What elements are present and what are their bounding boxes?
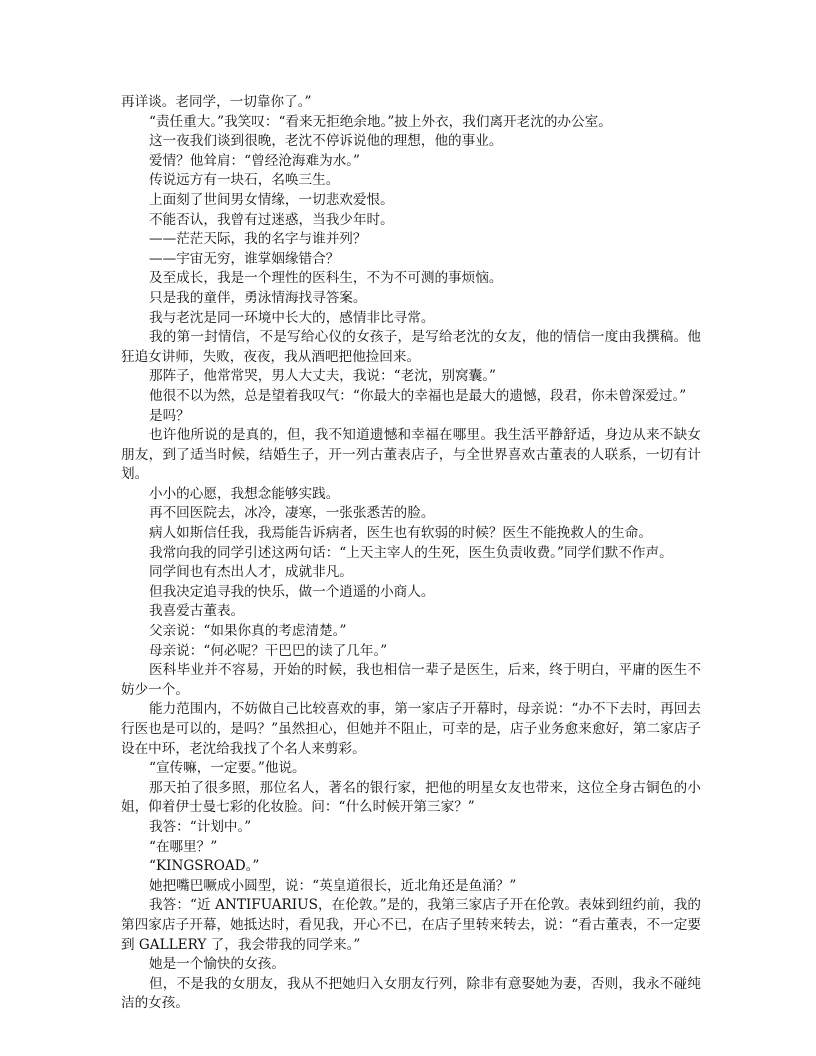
paragraph: 她把嘴巴噘成小圆型，说：“英皇道很长，近北角还是鱼涌？” (149, 877, 517, 894)
paragraph: 爱情？他耸肩：“曾经沧海难为水。” (149, 152, 361, 169)
paragraph: 她是一个愉快的女孩。 (149, 956, 285, 973)
paragraph: 我的第一封情信，不是写给心仪的女孩子，是写给老沈的女友，他的情信一度由我撰稿。他狂追女讲师，失败，夜夜，我从酒吧把他捡回来。 (121, 329, 701, 365)
paragraph: 他很不以为然，总是望着我叹气：“你最大的幸福也是最大的遗憾，段君，你未曾深爱过。” (149, 387, 687, 404)
paragraph: 也许他所说的是真的，但，我不知道遗憾和幸福在哪里。我生活平静舒适，身边从来不缺女朋友，到了适当时候，结婚生子，开一列古董表店子，与全世界喜欢古董表的人联系，一切有计划。 (121, 427, 701, 483)
paragraph: 小小的心愿，我想念能够实践。 (149, 485, 340, 502)
paragraph: 父亲说：“如果你真的考虑清楚。” (149, 623, 347, 640)
paragraph: 但，不是我的女朋友，我从不把她归入女朋友行列，除非有意娶她为妻，否则，我永不碰纯洁的女孩。 (121, 975, 701, 1012)
paragraph: ——茫茫天际，我的名字与谁并列？ (149, 231, 367, 248)
paragraph: 同学间也有杰出人才，成就非凡。 (149, 564, 353, 581)
paragraph: “责任重大。”我笑叹：“看来无拒绝余地。”披上外衣，我们离开老沈的办公室。 (149, 113, 612, 130)
paragraph: 传说远方有一块石，名唤三生。 (149, 172, 340, 189)
paragraph: 只是我的童伴，勇泳情海找寻答案。 (149, 289, 367, 306)
paragraph: 但我决定追寻我的快乐，做一个逍遥的小商人。 (149, 583, 435, 600)
paragraph: 上面刻了世间男女情缘，一切悲欢爱恨。 (149, 191, 394, 208)
paragraph: 那天拍了很多照，那位名人，著名的银行家，把他的明星女友也带来，这位全身古铜色的小姐，仰着伊士曼七彩的化妆脸。问：“什么时候开第三家？” (121, 779, 701, 816)
paragraph: 不能否认，我曾有过迷惑，当我少年时。 (149, 211, 394, 228)
paragraph: 我喜爱古董表。 (149, 603, 245, 620)
paragraph: 我答：“计划中。” (149, 818, 252, 835)
paragraph: 再详谈。老同学，一切靠你了。” (121, 94, 312, 110)
paragraph: 母亲说：“何必呢？干巴巴的读了几年。” (149, 642, 388, 659)
body-text (121, 93, 701, 1014)
paragraph: 病人如斯信任我，我焉能告诉病者，医生也有软弱的时候？医生不能挽救人的生命。 (149, 525, 652, 542)
paragraph: “在哪里？” (149, 838, 218, 855)
paragraph: 那阵子，他常常哭，男人大丈夫，我说：“老沈，别窝囊。” (149, 368, 496, 385)
paragraph: 是吗？ (149, 407, 190, 424)
paragraph: 我常向我的同学引述这两句话：“上天主宰人的生死，医生负责收费。”同学们默不作声。 (149, 544, 673, 561)
paragraph: 这一夜我们谈到很晚，老沈不停诉说他的理想，他的事业。 (149, 133, 503, 150)
paragraph: “宣传嘛，一定要。”他说。 (149, 760, 306, 777)
paragraph: 再不回医院去，冰冷，凄寒，一张张悉苦的脸。 (149, 505, 435, 522)
paragraph: 医科毕业并不容易，开始的时候，我也相信一辈子是医生，后来，终于明白，平庸的医生不妨少一个。 (121, 662, 701, 698)
paragraph: 我答：“近 ANTIFUARIUS，在伦敦。”是的，我第三家店子开在伦敦。表妹到纽约前，我的第四家店子开幕，她抵达时，看见我，开心不已，在店子里转来转去，说：“看古董表，不一定要到 GALLERY 了，我会带我的同学来。” (121, 897, 701, 953)
paragraph: 及至成长，我是一个理性的医科生，不为不可测的事烦恼。 (149, 270, 503, 287)
paragraph: 能力范围内，不妨做自己比较喜欢的事，第一家店子开幕时，母亲说：“办不下去时，再回去行医也是可以的，是吗？”虽然担心，但她并不阻止，可幸的是，店子业务愈来愈好，第二家店子设在中环，老沈给我找了个名人来剪彩。 (121, 701, 701, 757)
paragraph: 我与老沈是同一环境中长大的，感情非比寻常。 (149, 309, 435, 326)
paragraph: “KINGSROAD。” (149, 858, 260, 875)
paragraph: ——宇宙无穷，谁掌姻缘错合？ (149, 250, 340, 267)
